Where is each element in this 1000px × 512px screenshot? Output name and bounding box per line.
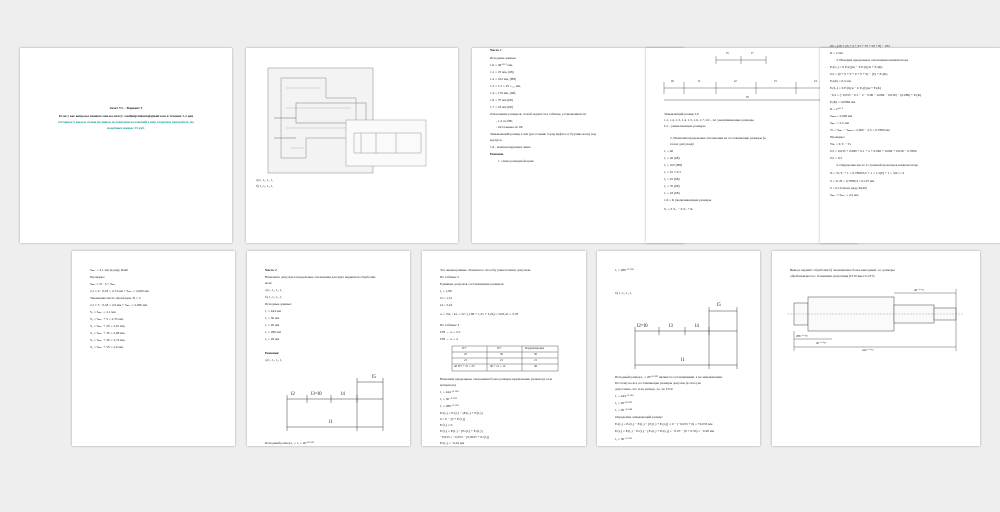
contact-line: Если у вас вопросы пишите мне на почту: studhelp.bakmn@gmail.com в течение 1-2 дня — [58, 114, 194, 118]
table-cell: 21 — [464, 358, 467, 362]
page-9 — [597, 251, 760, 446]
dimension-label: 46⁻⁰·⁰⁵² — [914, 288, 924, 292]
text-line: l₂ = 50⁻⁰·⁰²⁵ — [440, 397, 457, 401]
text-line: aₐ = TAₐ / Σiₐ = 52 / (1,86 + 1,31 + 3,24) = 52/6,41 = 3,78 — [440, 312, 518, 316]
text-line: 1.1, 1.2, 1.3, 1.4, 1.5, 1.6, 1.7, L0 – A1 увеличивающие размеры — [664, 118, 754, 122]
page-7 — [247, 251, 410, 446]
text-line: l₄ = 286⁻⁰·⁰⁵² — [440, 404, 459, 408]
table-cell: 46 + 21 = 14 — [490, 364, 506, 368]
dimension-label: 286⁻⁰·⁰⁸⁴ — [796, 334, 808, 338]
dimension-label: 444⁻⁰·⁰⁶³ — [862, 348, 874, 352]
text-line: Sₘₐₓ = 2,5 мм — [830, 121, 849, 125]
text-line: Отклонение размеров, полей задаются в таблице, устанавливается — [490, 112, 586, 116]
text-line: l₁ = 444⁻⁰·⁰⁶³ — [440, 390, 459, 394]
text-line: - Остальные по h8 — [496, 125, 523, 129]
text-line: К = 2⁺⁰·⁵ — [830, 107, 844, 111]
text-line: Eᵢ(l₀) = Eᵢ(l₁) − [Eₛ(l₂) + Eₛ(l₄)] — [440, 429, 483, 433]
text-line: l₅ = 25 (h8) — [664, 177, 680, 181]
text-line: S₂ = Sₘₐₓ + S = 2,35 мм, — [90, 317, 124, 321]
section-heading: Часть 2 — [265, 268, 277, 272]
text-line: Tₖ = Sₘₐₓ − Sₘᵢₙ = 2,000 − 2,5 = 0,7806 мм — [830, 128, 890, 132]
text-line: i₂ = 1,86 — [440, 289, 452, 293]
text-line: б) l₁, l₂, l₃, l₄ — [615, 291, 633, 295]
chain-label: l7 — [751, 51, 754, 55]
page-2 — [246, 48, 458, 243]
text-line: Замыкающий размер Lзам (расстояние торца муфты от буртика вала) под — [490, 132, 597, 136]
conclusion-text: Вывод: вариант обработки б) экономичнее более выгодный, т.е. размеры — [790, 268, 895, 272]
chain-label: l4 — [341, 392, 345, 397]
text-line: тонах допусков): — [670, 142, 695, 146]
text-line: Sₘₐₓ = 2,1 мм (в ряду Ra40 — [90, 268, 128, 272]
text-line: допустимо, что и на размер, т.е. по IT10 — [615, 387, 673, 391]
text-line: К = 2 мм — [830, 51, 843, 55]
text-line: S₄ = Sₘₐₓ + 3S = 2,98 мм, — [90, 331, 126, 335]
chain-label: l1 — [681, 358, 685, 363]
text-line: S₆ = Sₘₐₓ + 5S = 2,9 мм. — [90, 345, 124, 349]
text-line: Проверка: — [830, 135, 845, 139]
text-line: l₂ = 26 (h8) — [664, 156, 680, 160]
text-line: l₃ = 102 (H8) — [664, 163, 683, 167]
text-line: Eᵢ(Lₐ) = Σ Eᵢ(l)ув − Σ Eₛ(l)ум + Eᵢ(К) — [830, 86, 881, 90]
variant-b-text: б) l₁, l₂, l₃, l₄ — [256, 184, 274, 188]
chain-label: l0 — [746, 95, 749, 99]
text-line: 1.0 = 46⁺⁰·⁵ мм, — [490, 63, 513, 67]
text-line: 1.6 = 70 мм (h8) — [490, 98, 513, 102]
chain-label: l3 — [669, 324, 673, 329]
text-line: Sₘₐₓ ≥ N · S > Sₘₐₓ — [90, 282, 117, 286]
text-line: L2 – уменьшающие размеры — [664, 124, 706, 128]
table-cell: 30 — [500, 352, 503, 356]
text-line: −0,2 = (−0,033 − 0,1 − 2 − 0,06 − 0,084 − 0,039) − (0,089) + Eᵢ(К) — [830, 93, 921, 97]
text-line: S₃ = Sₘₐₓ + 2S = 2,61 мм, — [90, 324, 126, 328]
text-line: l₆ = 70 (h8) — [664, 184, 680, 188]
text-line: Назначить допуски и предельные отклонения для двух вариантов обработки — [265, 275, 376, 279]
solution-heading: Решение — [490, 152, 504, 156]
text-line: l₁ = 46 — [664, 149, 674, 153]
page-8 — [422, 251, 586, 446]
footer-text: Исходный размер l₀ = l₃ = 20⁺⁰·⁰⁵² — [265, 441, 314, 445]
solution-heading: Решение: — [265, 351, 280, 355]
chain-label: l5 — [372, 375, 376, 380]
text-line: 90 = (26 + 25 + 2 + 25 + 70 + 50 + 8) − 252 — [830, 44, 890, 48]
text-line: l₄ = 286⁻⁰·⁰³⁹ — [615, 268, 634, 272]
text-line: N = Tₖ/Tₐ + 1 = 0,7806/0,5 + 1 = 1,5(6) + 1 = 3,61 ≈ 4 — [830, 171, 905, 175]
chain-label: l3=l0 — [311, 392, 322, 397]
text-line: S = Tₖ/N = 0,7806/4 = 0,197 мм — [830, 179, 875, 183]
text-line: 1.6 = К увеличивающие размеры — [664, 198, 712, 202]
text-line: l₄ = 286 мм — [265, 330, 281, 334]
chain-label: l6 — [671, 79, 674, 83]
text-line: −0,033 = −0,053 − [0,0025 + Eₛ(l₄)] — [440, 435, 490, 439]
text-line: 0,5 = 0,033 + 0,089 + 0,1 + 2 + 0,082 + 0,084 + 0,039 − 0,7806 — [830, 149, 917, 153]
chain-label: l5 — [717, 303, 721, 308]
chain-label: l2=l0 — [637, 324, 648, 329]
text-line: Eₛ(К) = 0,5 мм — [830, 79, 851, 83]
text-line: l₇ = 18 (h8) — [664, 191, 680, 195]
text-line: 1.7 = 18 мм (h8) — [490, 105, 513, 109]
chain-label: l1 — [329, 420, 333, 425]
text-line: По таблице 2 — [440, 275, 460, 279]
text-line: 0,5 = (0 + 0 + 0 + 0 + 0 + 0) − (0) + Eₛ(К) — [830, 72, 888, 76]
text-line: Sₐ = Σ Sₐₑ − Σ Sₐᵢ + К — [664, 207, 693, 211]
text-line: l₃ = 30⁻⁰·⁰¹⁶ — [615, 437, 632, 441]
text-line: 0,5 = 0,5 — [830, 156, 843, 160]
text-line: материала) — [440, 383, 456, 387]
shaft-drawing — [772, 251, 980, 446]
table-cell: 21 — [500, 358, 503, 362]
text-line: Eᵢ(l₄) = 0 — [440, 423, 453, 427]
table-cell: 25 — [464, 352, 467, 356]
dimension-chain-diagram — [247, 251, 410, 446]
text-line: а) l₁, l₂, l₃, l₄ — [265, 288, 283, 292]
text-line: Исходные данные — [490, 56, 516, 60]
page-title: Зачет УС - Вариант 5 — [109, 106, 143, 110]
variant-a-text: а) l₁, l₂, l₃, l₄ — [256, 178, 274, 182]
review-request-line-2: подобных попрос 25 руб. — [107, 126, 145, 130]
text-line: l₁ = 444 мм — [265, 309, 281, 313]
text-line: Поэтому на все составляющие размеры допуски (в тело) не — [615, 381, 701, 385]
chain-label: l2 — [734, 79, 737, 83]
text-line: Eₛ(Lₐ) = Σ Eₛ(l)ув − Σ Eᵢ(l)ум + Eₛ(К) — [830, 65, 883, 69]
text-line: Eᵢ(l₃) = Eᵢ(l₁) − Eₛ(l₂) − [Eₛ(l₄) + Eₛ(l₅)] = −0,25 − (0 + 0,33) = −0,48 мм — [615, 429, 715, 433]
text-line: Это звенья равные. Решаем по способу равноточных допусков. — [440, 268, 531, 272]
text-line: 0 = 0 − [0 + Eᵢ(l₄)] — [440, 417, 466, 421]
text-line: Проверка: — [90, 275, 105, 279]
text-line: 1.2 = 102 мм, (H8) — [490, 77, 517, 81]
text-line: Eᵢ(К) = 0,0066 мм — [830, 100, 856, 104]
text-line: Sₘₐₓ ≤ Sₘₐₓ = 2,5 мм — [830, 193, 859, 197]
chain-label: l3 — [774, 79, 777, 83]
chain-label: l5 — [726, 51, 729, 55]
shaft-assembly-drawing — [246, 48, 458, 243]
text-line: 2,1 ≥ 4 · 0,18 = 2,74 мм > Sₘₐₓ = 2,000 мм — [90, 289, 149, 293]
text-line: l₂ = 50 мм — [265, 316, 280, 320]
text-line: l₂ = 20⁺⁰·⁰⁵² — [615, 401, 632, 405]
page-10 — [772, 251, 980, 446]
page-1 — [20, 48, 232, 243]
text-line: б) l₁, l₂, l₃, l₄ — [265, 295, 283, 299]
text-line: Назначим предельные отклонения более размеры вразначение укажем (в тела — [440, 377, 553, 381]
text-line: 2,1 ≥ 3 · 0,18 = 2,9 мм > Sₘₐₓ = 2,000 мм — [90, 303, 148, 307]
table-cell: 30 — [534, 352, 537, 356]
text-line: 1.6 - компенсирующее звено — [490, 145, 532, 149]
table-cell: 46 — [534, 364, 537, 368]
table-cell: 21 — [534, 358, 537, 362]
text-line: l₁ = 444⁻⁰·⁰⁶³ — [615, 394, 634, 398]
text-line: i3 = 1,31 — [440, 296, 453, 300]
text-line: Eₛ(l₃) = Eₛ(l₁) − Eᵢ(l₂) − [Eᵢ(l₄) + Eᵢ(l₅)] = 0 − (−0,053 + 0) = +0,033 мм — [615, 422, 713, 426]
text-line: 2. Назначим предельные отклонения на составляющие размеры (в — [670, 136, 766, 140]
chain-label: l4 — [695, 324, 699, 329]
section-heading: Часть 1 — [490, 48, 502, 52]
conclusion-text: обрабатываются с большими допусками (IT10 вместо IT7). — [790, 274, 876, 278]
text-line: а) l₁, l₂, l₃, l₄ — [265, 358, 283, 362]
text-line: l₅ = 29 мм — [265, 337, 280, 341]
text-line: l₄ = 26⁻⁰·⁰⁸⁴ — [615, 408, 633, 412]
text-line: l₄ = 25 ± 0.5 — [664, 170, 681, 174]
page-6 — [72, 251, 235, 446]
text-line: Eₛ(l₀) = Eₛ(l₁) − [Eᵢ(l₂) + Eᵢ(l₄)] — [440, 411, 483, 415]
text-line: 1.4 = 176 мм, (h8) — [490, 91, 516, 95]
text-line: 4. Определим число n ступеней прокладок компенсатора — [836, 163, 918, 167]
chain-label: l2 — [291, 392, 295, 397]
text-line: По таблице 3 — [440, 323, 460, 327]
page-5 — [820, 44, 1000, 243]
text-line: Eₛ(l₄) = −0,02 мм — [440, 441, 465, 445]
text-line: IT8 → aₐ = 2,5 — [440, 330, 461, 334]
table-header: IT7 — [497, 346, 502, 350]
text-line: 1.3 = 1.5 = 25 ₊₀,₃ мм, — [490, 84, 521, 88]
text-line: - 1.2 по Н8; — [496, 119, 513, 123]
text-line: Определим замыкающий размер: — [615, 415, 663, 419]
text-line: вала: — [265, 281, 273, 285]
text-line: 1.1 = 25 мм, (h8) — [490, 70, 514, 74]
review-request-line: Оставьте 5 звезд и отзыв на поиск за ответами и отмечайте еще отсрочки при работе, на — [58, 120, 194, 124]
dimension-label: 20⁻⁰·⁰³⁹ — [816, 341, 826, 345]
text-line: S₅ = Sₘₐₓ + 4S = 2,74 мм, — [90, 338, 126, 342]
text-line: S₁ = Sₘₐₓ = 2,1 мм — [90, 310, 116, 314]
text-line: S = 0,19 мм (в ряду Ra40) — [830, 186, 867, 190]
text-line: TAₐ = Σ Tᵢ − Tₖ — [830, 142, 852, 146]
text-line: i4 = 3,24 — [440, 303, 453, 307]
table-header: IT7 — [462, 346, 467, 350]
text-line: Единицы допусков составляющих размеров — [440, 282, 504, 286]
text-line: l₃ = 20 мм — [265, 323, 280, 327]
text-line: 3. Находим предельные отклонения компенсатора — [836, 58, 909, 62]
text-line: Исходный размер l₀ = 20⁺⁰·⁰⁵² является составляющим, а не замыкающим. — [615, 375, 723, 379]
text-line: Sₘᵢₙ = 2,000 мм — [830, 114, 853, 118]
text-line: Уменьшим число прокладок: N = 3 — [90, 296, 141, 300]
chain-label: l4 — [814, 79, 817, 83]
text-line: 1. схема размерной цепи — [498, 159, 534, 163]
table-cell: 46 IT7 + 21 = 25 — [454, 364, 475, 368]
text-line: Замыкающий размер L0 — [664, 112, 699, 116]
table-header: Корректировка — [525, 346, 545, 350]
chain-label: l1 — [698, 79, 701, 83]
text-line: Исходные данные: — [265, 302, 292, 306]
text-line: корпусе. — [490, 138, 503, 142]
text-line: IT8 → aₐ = 4 — [440, 337, 458, 341]
